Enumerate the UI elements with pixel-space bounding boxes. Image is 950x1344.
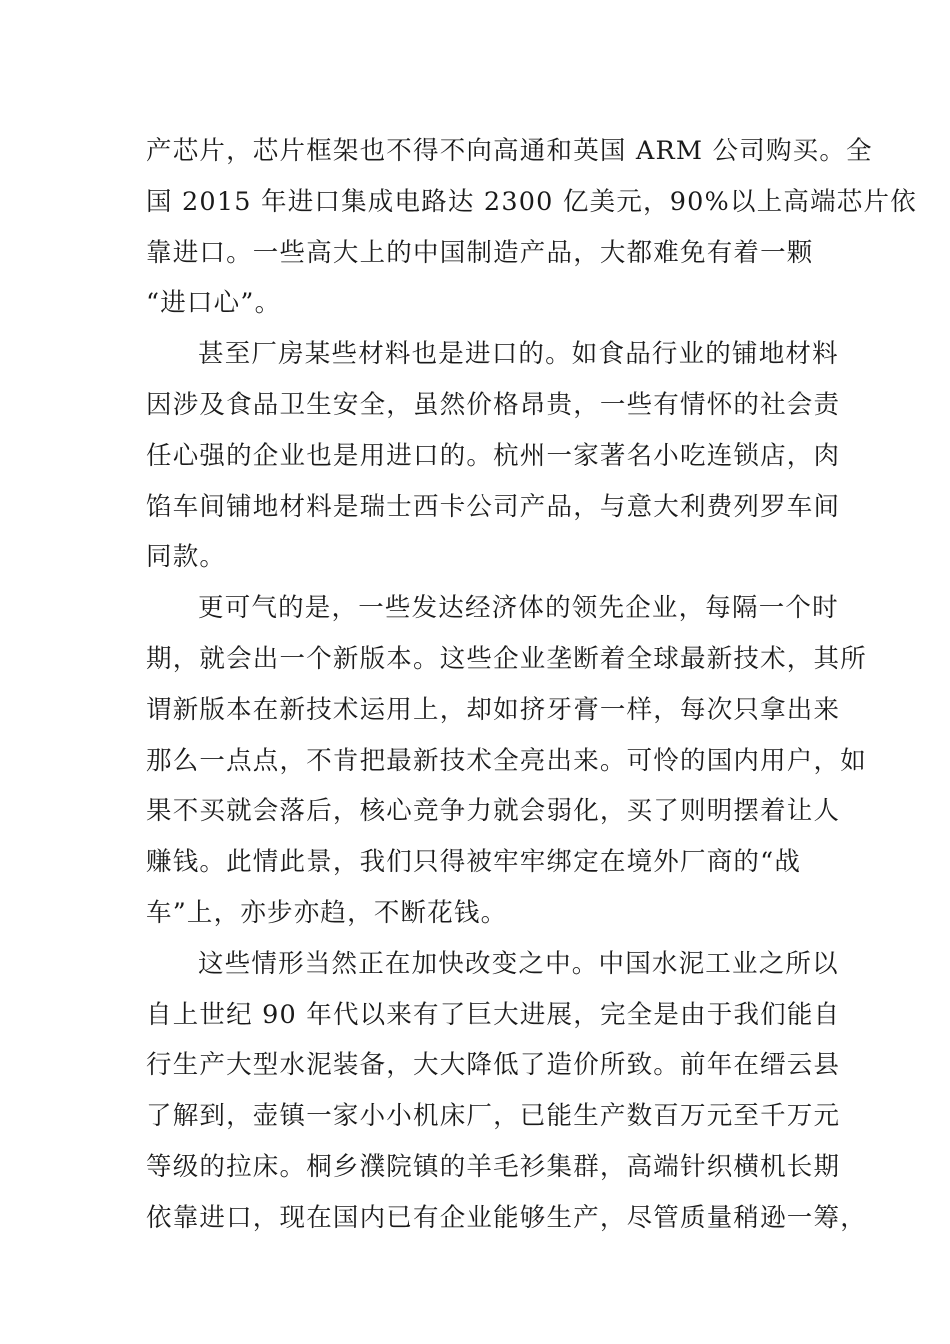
text-line: 谓新版本在新技术运用上，却如挤牙膏一样，每次只拿出来 — [146, 694, 841, 725]
text-line: 了解到，壶镇一家小小机床厂，已能生产数百万元至千万元 — [146, 1101, 841, 1132]
text-line: 期，就会出一个新版本。这些企业垄断着全球最新技术，其所 — [146, 643, 867, 674]
text-line: “进口心”。 — [146, 288, 282, 319]
text-line: 馅车间铺地材料是瑞士西卡公司产品，与意大利费列罗车间 — [146, 491, 841, 522]
text-line: 车”上，亦步亦趋，不断花钱。 — [146, 897, 508, 928]
text-line: 等级的拉床。桐乡濮院镇的羊毛衫集群，高端针织横机长期 — [146, 1151, 841, 1182]
text-line: 依靠进口，现在国内已有企业能够生产，尽管质量稍逊一筹， — [146, 1202, 867, 1233]
text-line: 那么一点点，不肯把最新技术全亮出来。可怜的国内用户，如 — [146, 745, 867, 776]
text-line: 这些情形当然正在加快改变之中。中国水泥工业之所以 — [198, 948, 839, 979]
text-line: 靠进口。一些高大上的中国制造产品，大都难免有着一颗 — [146, 237, 814, 268]
text-line: 自上世纪 90 年代以来有了巨大进展，完全是由于我们能自 — [146, 999, 841, 1030]
text-line: 行生产大型水泥装备，大大降低了造价所致。前年在缙云县 — [146, 1050, 841, 1081]
text-line: 国 2015 年进口集成电路达 2300 亿美元，90%以上高端芯片依 — [146, 186, 917, 217]
text-line: 赚钱。此情此景，我们只得被牢牢绑定在境外厂商的“战 — [146, 847, 802, 878]
text-line: 同款。 — [146, 542, 227, 573]
text-line: 甚至厂房某些材料也是进口的。如食品行业的铺地材料 — [198, 339, 839, 370]
body-text — [146, 126, 917, 1244]
text-line: 任心强的企业也是用进口的。杭州一家著名小吃连锁店，肉 — [146, 440, 841, 471]
text-line: 产芯片，芯片框架也不得不向高通和英国 ARM 公司购买。全 — [146, 136, 873, 166]
text-line: 果不买就会落后，核心竞争力就会弱化，买了则明摆着让人 — [146, 796, 841, 827]
text-line: 更可气的是，一些发达经济体的领先企业，每隔一个时 — [198, 593, 839, 624]
text-line: 因涉及食品卫生安全，虽然价格昂贵，一些有情怀的社会责 — [146, 389, 841, 420]
